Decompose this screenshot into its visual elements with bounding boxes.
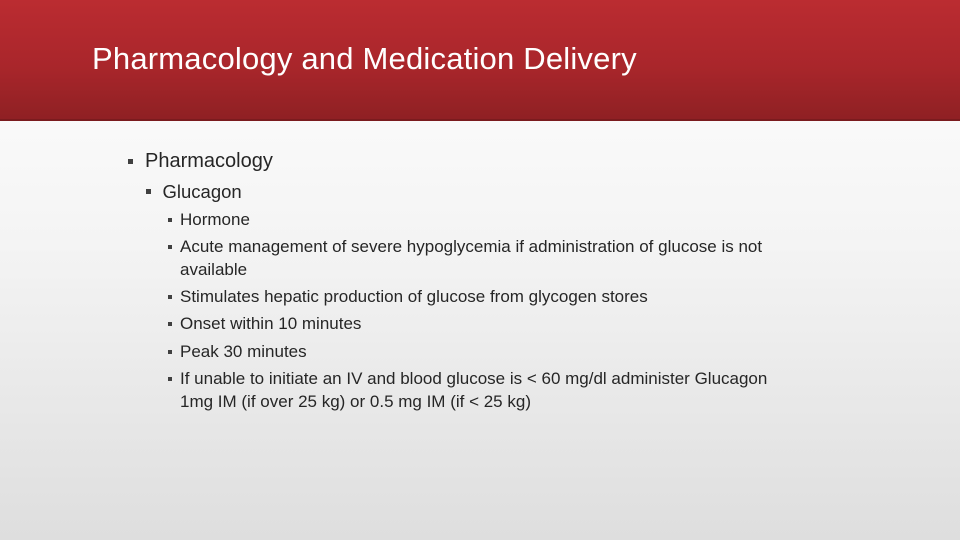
bullet-level3 [168,313,828,336]
bullet-text: Pharmacology [145,150,273,172]
slide-title: Pharmacology and Medication Delivery [92,41,637,76]
bullet-text: If unable to initiate an IV and blood glucose is < 60 mg/dl administer Glucagon 1mg IM (if over 25 kg) or 0.5 mg IM (if < 25 kg) [180,369,768,411]
bullet-marker [168,295,172,299]
bullet-level3 [168,286,828,309]
bullet-marker [168,377,172,381]
bullet-marker [128,159,133,164]
bullet-marker [168,245,172,249]
bullet-marker [168,322,172,326]
bullet-level1 [128,150,273,173]
bullet-text: Stimulates hepatic production of glucose from glycogen stores [180,287,648,306]
bullet-text: Hormone [180,210,250,229]
bullet-level3 [168,209,828,232]
bullet-text: Peak 30 minutes [180,342,307,361]
bullet-text: Glucagon [162,181,242,202]
bullet-text: Onset within 10 minutes [180,314,362,333]
bullet-level3 [168,341,828,364]
bullet-level2 [146,181,242,203]
bullet-level3 [168,368,788,413]
bullet-text: Acute management of severe hypoglycemia if administration of glucose is not available [180,237,763,279]
bullet-marker [168,218,172,222]
bullet-marker [146,189,151,194]
bullet-marker [168,350,172,354]
bullet-level3 [168,236,828,281]
